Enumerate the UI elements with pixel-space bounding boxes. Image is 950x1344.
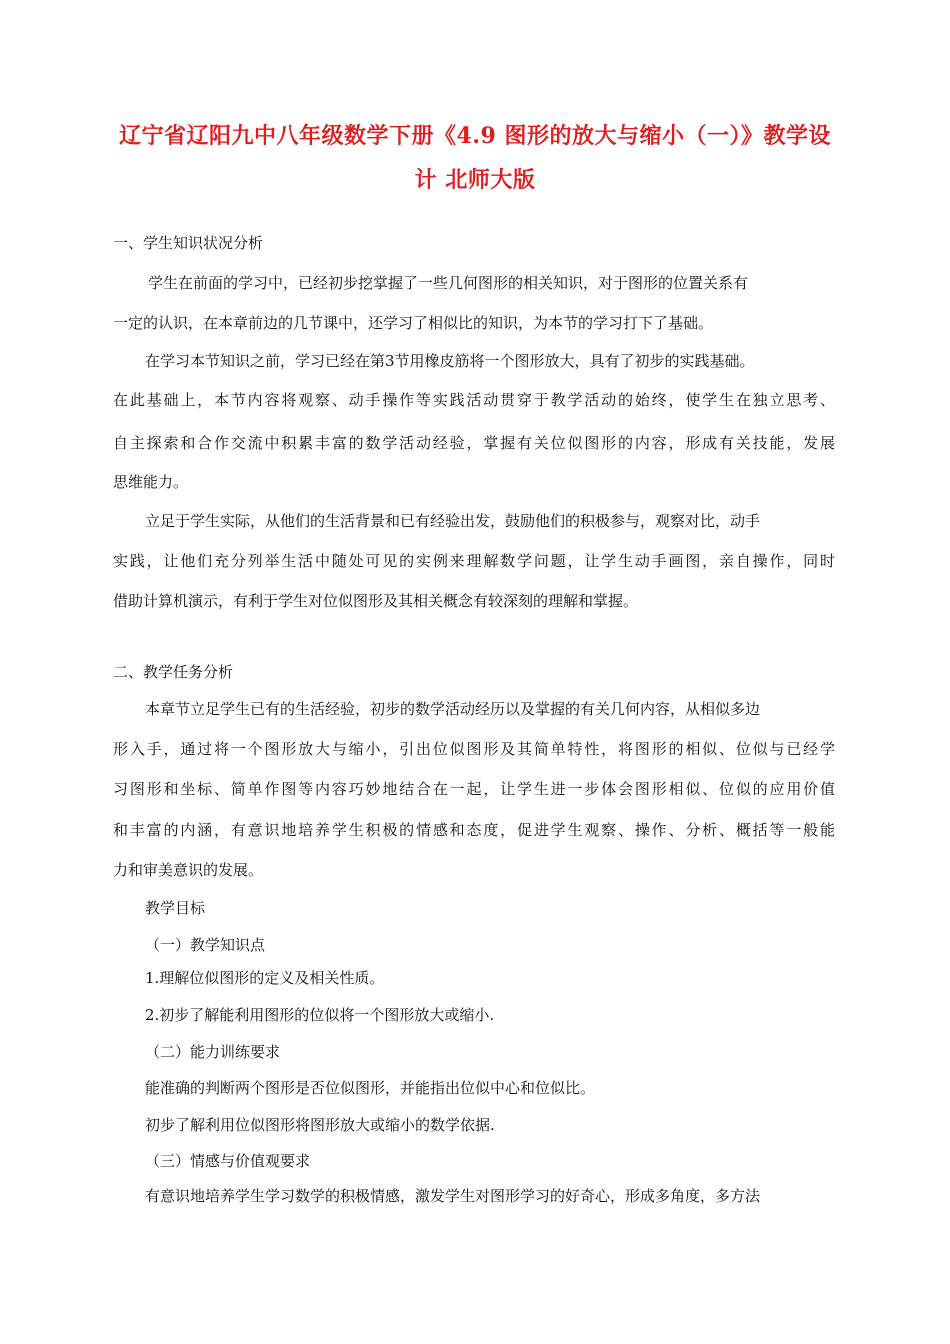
section-heading-1: 一、学生知识状况分析 xyxy=(113,234,264,252)
paragraph-line: 力和审美意识的发展。 xyxy=(113,861,264,879)
document-title xyxy=(100,114,850,202)
paragraph-line: 习图形和坐标、简单作图等内容巧妙地结合在一起，让学生进一步体会图形相似、位似的应用价值 xyxy=(113,780,835,798)
paragraph-line: 本章节立足学生已有的生活经验，初步的数学活动经历以及掌握的有关几何内容，从相似多边 xyxy=(145,700,761,718)
title-line-2: 计 北师大版 xyxy=(414,167,536,193)
paragraph-line: 一定的认识，在本章前边的几节课中，还学习了相似比的知识，为本节的学习打下了基础。 xyxy=(113,314,714,332)
paragraph-line: 形入手，通过将一个图形放大与缩小，引出位似图形及其简单特性，将图形的相似、位似与已经学 xyxy=(113,740,835,758)
goal-item: 能准确的判断两个图形是否位似图形，并能指出位似中心和位似比。 xyxy=(145,1079,596,1097)
goal-subheading: （二）能力训练要求 xyxy=(145,1043,281,1061)
goal-subheading: （一）教学知识点 xyxy=(145,936,266,954)
paragraph-line: 在学习本节知识之前，学习已经在第3节用橡皮筋将一个图形放大，具有了初步的实践基础。 xyxy=(145,352,755,370)
title-line-1: 辽宁省辽阳九中八年级数学下册《4.9 图形的放大与缩小（一）》教学设 xyxy=(119,123,831,149)
goal-item: 2.初步了解能利用图形的位似将一个图形放大或缩小. xyxy=(145,1006,495,1024)
goal-item: 1.理解位似图形的定义及相关性质。 xyxy=(145,969,385,987)
goal-item: 有意识地培养学生学习数学的积极情感，激发学生对图形学习的好奇心，形成多角度，多方法 xyxy=(145,1187,761,1205)
paragraph-line: 思维能力。 xyxy=(113,473,189,491)
paragraph-line: 学生在前面的学习中，已经初步挖掌握了一些几何图形的相关知识，对于图形的位置关系有 xyxy=(148,274,749,292)
goal-subheading: （三）情感与价值观要求 xyxy=(145,1152,311,1170)
paragraph-line: 借助计算机演示，有利于学生对位似图形及其相关概念有较深刻的理解和掌握。 xyxy=(113,592,639,610)
goal-item: 初步了解利用位似图形将图形放大或缩小的数学依据. xyxy=(145,1116,495,1134)
goals-heading: 教学目标 xyxy=(145,899,206,917)
paragraph-line: 在此基础上，本节内容将观察、动手操作等实践活动贯穿于教学活动的始终，使学生在独立思考、 xyxy=(113,391,835,409)
paragraph-line: 立足于学生实际，从他们的生活背景和已有经验出发，鼓励他们的积极参与，观察对比，动手 xyxy=(145,512,761,530)
paragraph-line: 实践，让他们充分列举生活中随处可见的实例来理解数学问题，让学生动手画图，亲自操作，同时 xyxy=(113,552,835,570)
paragraph-line: 和丰富的内涵，有意识地培养学生积极的情感和态度，促进学生观察、操作、分析、概括等一般能 xyxy=(113,821,835,839)
section-heading-2: 二、教学任务分析 xyxy=(113,663,234,681)
paragraph-line: 自主探索和合作交流中积累丰富的数学活动经验，掌握有关位似图形的内容，形成有关技能，发展 xyxy=(113,434,835,452)
